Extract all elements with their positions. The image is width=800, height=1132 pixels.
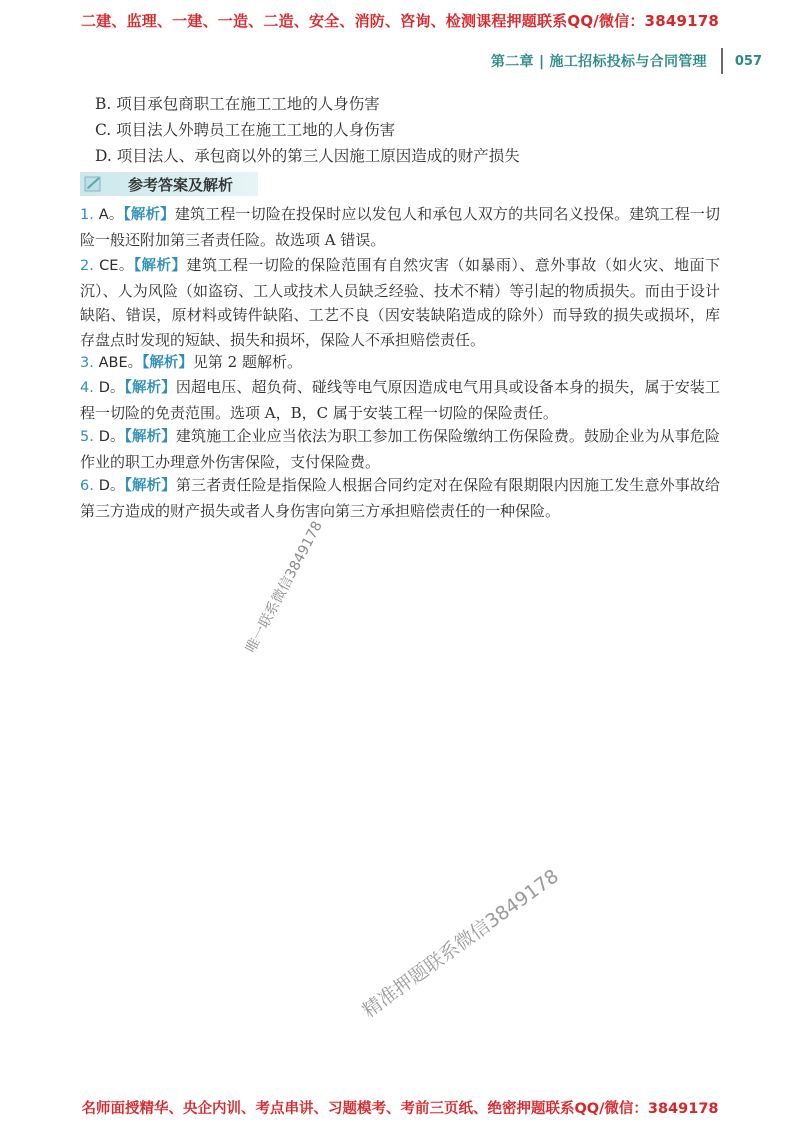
analysis-tag: 【解析】 xyxy=(133,258,187,274)
answer-1 xyxy=(80,202,720,252)
answer-choice: CE。 xyxy=(99,258,134,274)
answer-choice: ABE。 xyxy=(98,355,143,371)
section-title: 参考答案及解析 xyxy=(128,175,234,194)
answer-number: 2. xyxy=(80,258,94,274)
analysis-tag: 【解析】 xyxy=(124,429,176,445)
analysis-text: 因超电压、超负荷、碰线等电气原因造成电气用具或设备本身的损失，属于安装工程一切险的免责范围。选项 A，B，C 属于安装工程一切险的保险责任。 xyxy=(80,378,720,422)
analysis-text: 建筑工程一切险在投保时应以发包人和承包人双方的共同名义投保。建筑工程一切险一般还附加第三者责任险。故选项 A 错误。 xyxy=(80,205,720,249)
watermark-exam: 精准押题联系微信3849178 xyxy=(358,865,563,1023)
section-header xyxy=(80,172,258,196)
answer-number: 3. xyxy=(80,355,94,371)
chapter-title: 第二章 | 施工招标投标与合同管理 xyxy=(490,54,707,70)
bottom-promo-banner: 名师面授精华、央企内训、考点串讲、习题模考、考前三页纸、绝密押题联系QQ/微信：3849178 xyxy=(81,1101,719,1117)
page-number: 057 xyxy=(734,53,762,69)
analysis-text: 第三者责任险是指保险人根据合同约定对在保险有限期限内因施工发生意外事故给第三方造成的财产损失或者人身伤害向第三方承担赔偿责任的一种保险。 xyxy=(80,476,720,520)
option-b: B. 项目承包商职工在施工工地的人身伤害 xyxy=(95,95,380,113)
analysis-tag: 【解析】 xyxy=(124,478,176,494)
option-c: C. 项目法人外聘员工在施工工地的人身伤害 xyxy=(95,121,396,139)
answer-4 xyxy=(80,375,720,425)
analysis-text: 见第 2 题解析。 xyxy=(192,353,302,371)
answer-number: 5. xyxy=(80,429,94,445)
analysis-tag: 【解析】 xyxy=(142,355,193,371)
answer-choice: D。 xyxy=(98,380,125,396)
analysis-tag: 【解析】 xyxy=(124,380,176,396)
analysis-text: 建筑工程一切险的保险范围有自然灾害（如暴雨）、意外事故（如火灾、地面下沉）、人为风险（如盗窃、工人或技术人员缺乏经验、技术不精）等引起的物质损失。而由于设计缺陷、错误，原材料或铸件缺陷、工艺不良（因安装缺陷造成的除外）而导致的损失或损坏，库存盘点时发现的短缺、损失和损坏，保险人不承担赔偿责任。 xyxy=(80,256,720,349)
analysis-tag: 【解析】 xyxy=(123,207,175,223)
answer-3 xyxy=(80,350,720,376)
option-d: D. 项目法人、承包商以外的第三人因施工原因造成的财产损失 xyxy=(95,147,520,165)
analysis-text: 建筑施工企业应当依法为职工参加工伤保险缴纳工伤保险费。鼓励企业为从事危险作业的职工办理意外伤害保险，支付保险费。 xyxy=(80,427,720,471)
top-promo-banner: 二建、监理、一建、一造、二造、安全、消防、咨询、检测课程押题联系QQ/微信：3849178 xyxy=(80,12,720,30)
answer-number: 6. xyxy=(80,478,94,494)
answer-choice: D。 xyxy=(98,478,125,494)
answer-choice: A。 xyxy=(98,207,124,223)
answer-number: 4. xyxy=(80,380,94,396)
running-header xyxy=(491,48,762,74)
pencil-book-icon xyxy=(84,174,104,194)
header-divider xyxy=(721,48,723,74)
answer-5 xyxy=(80,424,720,474)
answer-6 xyxy=(80,473,720,523)
answer-number: 1. xyxy=(80,207,94,223)
answer-2 xyxy=(80,253,720,352)
answer-choice: D。 xyxy=(98,429,125,445)
watermark-contact: 唯一联系微信3849178 xyxy=(242,518,326,656)
